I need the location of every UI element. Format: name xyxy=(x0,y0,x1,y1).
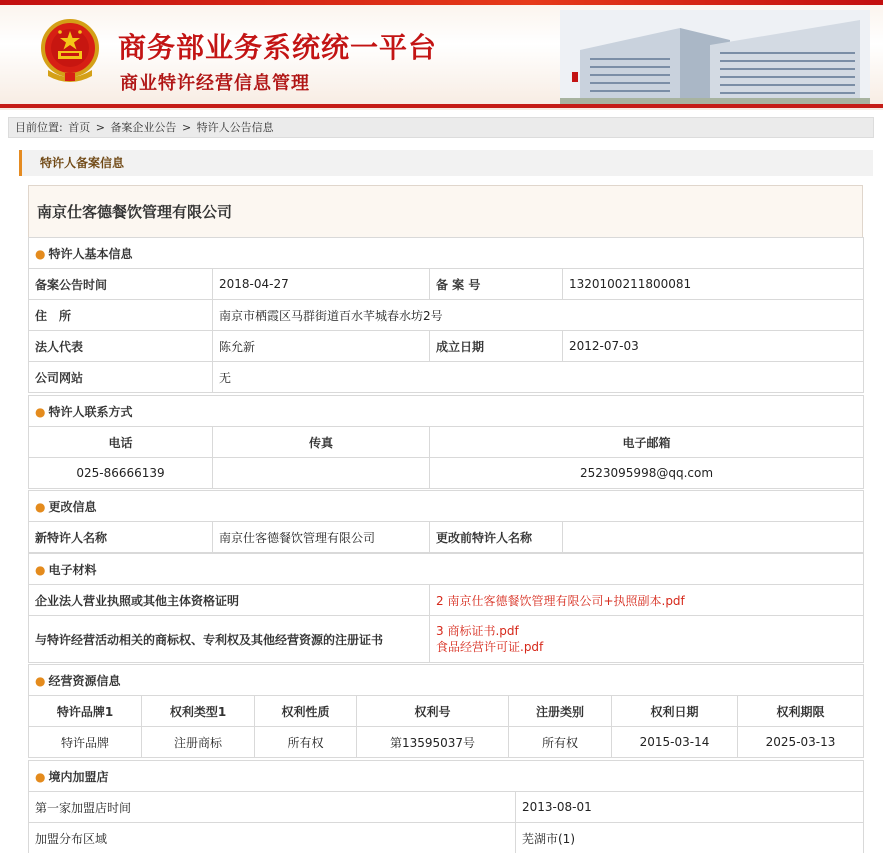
established-date-label: 成立日期 xyxy=(430,331,563,362)
trademark-file-link[interactable]: 3 商标证书.pdf xyxy=(436,624,519,638)
phone-value: 025-86666139 xyxy=(29,458,213,489)
license-file-link[interactable]: 2 南京仕客德餐饮管理有限公司+执照副本.pdf xyxy=(430,585,864,616)
breadcrumb-home-link[interactable]: 首页 xyxy=(68,121,91,134)
legal-rep-label: 法人代表 xyxy=(29,331,213,362)
phone-label: 电话 xyxy=(29,427,213,458)
cell-brand: 特许品牌 xyxy=(29,727,142,758)
table-row xyxy=(29,727,864,758)
filing-number-value: 1320100211800081 xyxy=(563,269,864,300)
contact-heading xyxy=(29,396,864,427)
bullet-icon: ● xyxy=(35,246,46,261)
col-right-number: 权利号 xyxy=(357,696,509,727)
header-bottom-line xyxy=(0,104,883,108)
contact-table xyxy=(28,395,864,489)
fax-value xyxy=(213,458,430,489)
breadcrumb-separator: > xyxy=(95,121,105,134)
contact-heading-text: 特许人联系方式 xyxy=(48,404,133,419)
old-name-value xyxy=(563,522,864,553)
basic-info-heading xyxy=(29,238,864,269)
section-title: 特许人备案信息 xyxy=(19,150,873,176)
materials-heading-text: 电子材料 xyxy=(48,562,97,577)
franchise-heading xyxy=(29,761,864,792)
breadcrumb-current: 特许人公告信息 xyxy=(196,121,274,134)
certificate-label: 与特许经营活动相关的商标权、专利权及其他经营资源的注册证书 xyxy=(29,616,430,663)
address-label: 住 所 xyxy=(29,300,213,331)
bullet-icon: ● xyxy=(35,404,46,419)
change-info-heading-text: 更改信息 xyxy=(48,499,97,514)
site-subtitle: 商业特许经营信息管理 xyxy=(120,73,310,94)
breadcrumb-prefix: 目前位置: xyxy=(15,121,63,134)
new-name-value: 南京仕客德餐饮管理有限公司 xyxy=(213,522,430,553)
breadcrumb xyxy=(8,117,874,138)
breadcrumb-filing-link[interactable]: 备案企业公告 xyxy=(110,121,177,134)
filing-date-label: 备案公告时间 xyxy=(29,269,213,300)
bullet-icon: ● xyxy=(35,769,46,784)
franchise-heading-text: 境内加盟店 xyxy=(48,769,109,784)
address-value: 南京市栖霞区马群街道百水芊城春水坊2号 xyxy=(213,300,864,331)
cell-right-type: 注册商标 xyxy=(142,727,255,758)
ministry-buildings-image xyxy=(560,10,870,104)
bullet-icon: ● xyxy=(35,562,46,577)
distribution-value: 芜湖市(1) xyxy=(516,823,864,853)
change-info-heading xyxy=(29,491,864,522)
materials-table xyxy=(28,553,864,663)
email-value: 2523095998@qq.com xyxy=(430,458,864,489)
col-right-nature: 权利性质 xyxy=(255,696,357,727)
established-date-value: 2012-07-03 xyxy=(563,331,864,362)
first-store-label: 第一家加盟店时间 xyxy=(29,792,516,823)
site-header xyxy=(0,0,883,110)
cell-right-nature: 所有权 xyxy=(255,727,357,758)
col-right-date: 权利日期 xyxy=(612,696,738,727)
filing-number-label: 备 案 号 xyxy=(430,269,563,300)
site-title: 商务部业务系统统一平台 xyxy=(118,31,438,64)
cell-reg-category: 所有权 xyxy=(509,727,612,758)
col-right-term: 权利期限 xyxy=(738,696,864,727)
franchise-table xyxy=(28,760,864,853)
website-label: 公司网站 xyxy=(29,362,213,393)
old-name-label: 更改前特许人名称 xyxy=(430,522,563,553)
email-label: 电子邮箱 xyxy=(430,427,864,458)
company-name: 南京仕客德餐饮管理有限公司 xyxy=(28,185,863,237)
bullet-icon: ● xyxy=(35,499,46,514)
license-label: 企业法人营业执照或其他主体资格证明 xyxy=(29,585,430,616)
national-emblem-icon xyxy=(40,18,100,84)
header-top-line xyxy=(0,0,883,5)
filing-date-value: 2018-04-27 xyxy=(213,269,430,300)
col-brand: 特许品牌1 xyxy=(29,696,142,727)
legal-rep-value: 陈允新 xyxy=(213,331,430,362)
breadcrumb-separator: > xyxy=(181,121,192,134)
col-reg-category: 注册类别 xyxy=(509,696,612,727)
cell-right-date: 2015-03-14 xyxy=(612,727,738,758)
website-value: 无 xyxy=(213,362,864,393)
materials-heading xyxy=(29,554,864,585)
food-license-file-link[interactable]: 食品经营许可证.pdf xyxy=(436,640,544,654)
certificate-files xyxy=(430,616,864,663)
first-store-value: 2013-08-01 xyxy=(516,792,864,823)
resources-heading-text: 经营资源信息 xyxy=(48,673,121,688)
basic-info-table xyxy=(28,237,864,393)
distribution-label: 加盟分布区域 xyxy=(29,823,516,853)
resources-table xyxy=(28,664,864,758)
col-right-type: 权利类型1 xyxy=(142,696,255,727)
bullet-icon: ● xyxy=(35,673,46,688)
basic-info-heading-text: 特许人基本信息 xyxy=(48,246,133,261)
cell-right-number: 第13595037号 xyxy=(357,727,509,758)
change-info-table xyxy=(28,490,864,553)
fax-label: 传真 xyxy=(213,427,430,458)
resources-heading xyxy=(29,665,864,696)
cell-right-term: 2025-03-13 xyxy=(738,727,864,758)
new-name-label: 新特许人名称 xyxy=(29,522,213,553)
